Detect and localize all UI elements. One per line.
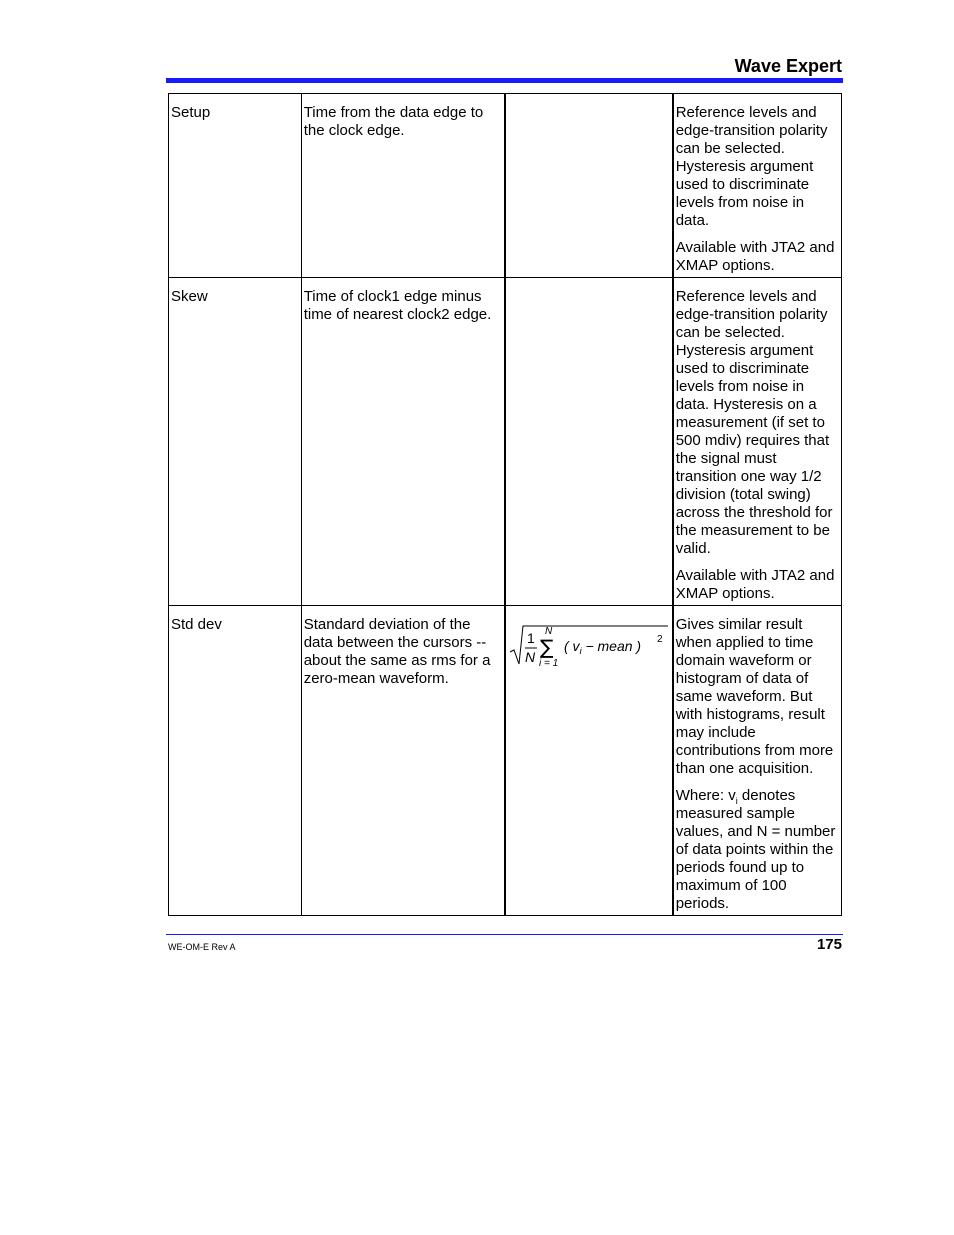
cell-formula — [505, 606, 673, 916]
note-paragraph: Where: $v_i$ denotes measured sample values, and N = number of data points within the periods found up to maximum of 100 periods. — [675, 787, 836, 912]
summation-icon: ∑ — [539, 635, 554, 659]
note-paragraph: Available with JTA2 and XMAP options. — [675, 239, 835, 274]
note-paragraph: Gives similar result when applied to time domain waveform or histogram of data of same waveform. But with histograms, result may include contributions from more than one acquisition. — [675, 616, 834, 777]
footer-doc-id: WE-OM-E Rev A — [168, 942, 236, 952]
note-paragraph: Available with JTA2 and XMAP options. — [675, 567, 835, 602]
cell-notes — [673, 278, 842, 606]
cell-formula — [505, 94, 673, 278]
cell-formula — [505, 278, 673, 606]
header-rule — [166, 78, 843, 83]
footer-rule — [166, 934, 843, 935]
note-paragraph: Reference levels and edge-transition polarity can be selected. Hysteresis argument used to discriminate levels from noise in data. — [675, 104, 828, 229]
formula-expression: ( $v_i$ − mean ) — [563, 638, 641, 656]
cell-definition: Time from the data edge to the clock edge. — [301, 94, 505, 278]
note-paragraph: Reference levels and edge-transition polarity can be selected. Hysteresis argument used to discriminate levels from noise in data. Hysteresis on a measurement (if set to 500 mdiv) requires that the signal must transition one way 1/2 division (total swing) across the threshold for the measurement to be valid. — [675, 288, 833, 557]
fraction-numerator: 1 — [526, 630, 535, 646]
sum-upper-limit: N — [544, 626, 552, 637]
cell-definition: Time of clock1 edge minus time of nearest clock2 edge. — [301, 278, 505, 606]
page-header-title: Wave Expert — [734, 56, 842, 76]
fraction-denominator: N — [524, 649, 535, 665]
measurement-table — [168, 93, 842, 916]
cell-notes — [673, 606, 842, 916]
cell-name: Setup — [169, 94, 302, 278]
page-number: 175 — [816, 936, 842, 953]
table-row-std-dev — [169, 606, 842, 916]
formula-exponent: 2 — [656, 634, 663, 645]
sum-lower-limit: i = 1 — [538, 658, 558, 669]
cell-name: Skew — [169, 278, 302, 606]
cell-definition: Standard deviation of the data between the cursors -- about the same as rms for a zero-mean waveform. — [301, 606, 505, 916]
cell-name: Std dev — [169, 606, 302, 916]
table-row-setup — [169, 94, 842, 278]
std-dev-formula — [508, 618, 668, 670]
table-row-skew — [169, 278, 842, 606]
cell-notes — [673, 94, 842, 278]
